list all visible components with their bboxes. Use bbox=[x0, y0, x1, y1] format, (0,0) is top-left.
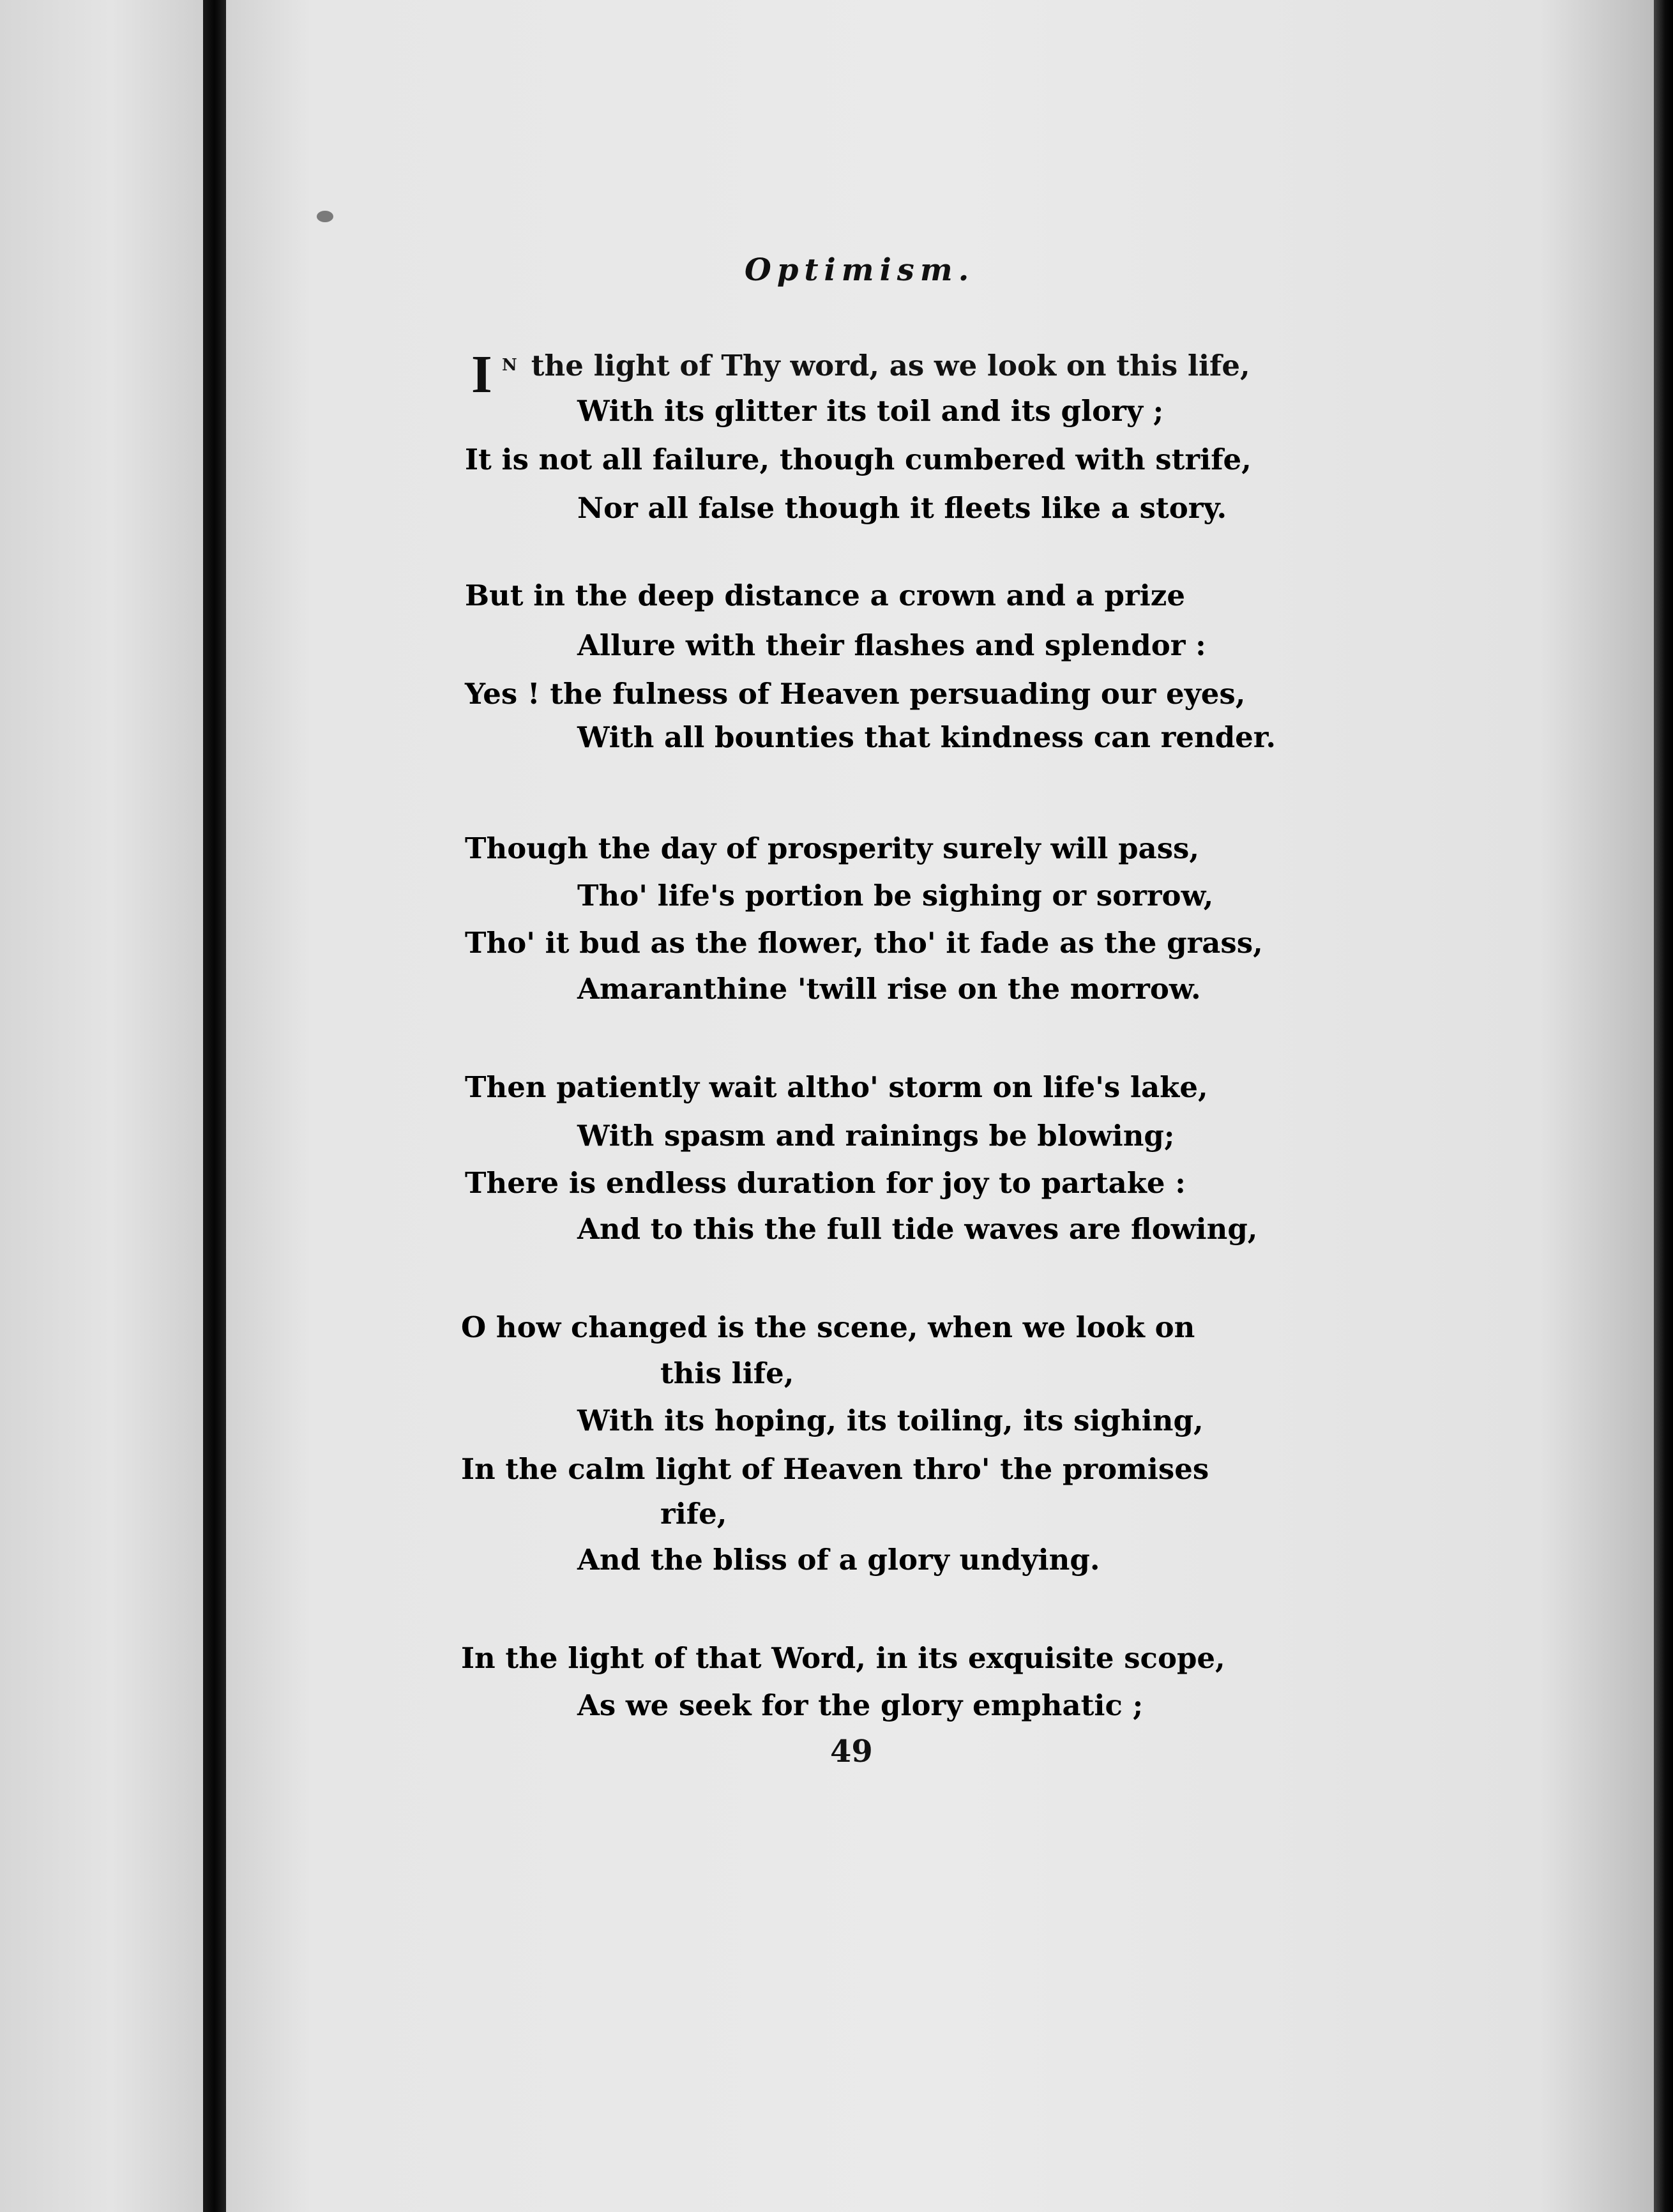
poem-line: Then patiently wait altho' storm on life's lake, bbox=[465, 1070, 1208, 1104]
poem-line: And to this the full tide waves are flowing, bbox=[577, 1212, 1258, 1246]
small-cap-letter: N bbox=[502, 356, 517, 375]
previous-page-edge bbox=[0, 0, 203, 2212]
poem-line: Allure with their flashes and splendor : bbox=[577, 628, 1206, 662]
poem-line: this life, bbox=[660, 1356, 794, 1390]
poem-line: O how changed is the scene, when we look on bbox=[461, 1310, 1195, 1344]
poem-line: With its hoping, its toiling, its sighing, bbox=[577, 1404, 1204, 1437]
poem-line: Though the day of prosperity surely will pass, bbox=[465, 831, 1200, 865]
poem-line-1-text: the light of Thy word, as we look on this life, bbox=[531, 349, 1250, 383]
poem-line-1 bbox=[502, 346, 1250, 385]
poem-line: Tho' life's portion be sighing or sorrow, bbox=[577, 879, 1214, 913]
page-right-edge bbox=[1654, 0, 1673, 2212]
poem-line: With its glitter its toil and its glory ; bbox=[577, 394, 1164, 428]
poem-line: With spasm and rainings be blowing; bbox=[577, 1119, 1175, 1153]
drop-cap-letter: I bbox=[471, 345, 492, 404]
poem-line: In the calm light of Heaven thro' the promises bbox=[461, 1452, 1209, 1486]
poem-title: Optimism. bbox=[745, 252, 975, 288]
poem-line: With all bounties that kindness can render. bbox=[577, 720, 1276, 754]
poem-line: Amaranthine 'twill rise on the morrow. bbox=[577, 972, 1201, 1006]
page-number: 49 bbox=[830, 1734, 873, 1769]
poem-line: rife, bbox=[660, 1497, 727, 1531]
poem-line: But in the deep distance a crown and a prize bbox=[465, 579, 1185, 612]
poem-line: And the bliss of a glory undying. bbox=[577, 1543, 1100, 1577]
poem-line: In the light of that Word, in its exquisite scope, bbox=[461, 1641, 1225, 1675]
poem-line: Yes ! the fulness of Heaven persuading our eyes, bbox=[465, 677, 1246, 711]
ink-smudge bbox=[317, 211, 333, 222]
poem-line: Tho' it bud as the flower, tho' it fade as the grass, bbox=[465, 926, 1263, 960]
poem-line: As we seek for the glory emphatic ; bbox=[577, 1688, 1144, 1722]
poem-line: There is endless duration for joy to partake : bbox=[465, 1166, 1186, 1200]
poem-line: Nor all false though it fleets like a story. bbox=[577, 491, 1227, 525]
poem-line: It is not all failure, though cumbered with strife, bbox=[465, 443, 1252, 476]
book-gutter bbox=[203, 0, 226, 2212]
